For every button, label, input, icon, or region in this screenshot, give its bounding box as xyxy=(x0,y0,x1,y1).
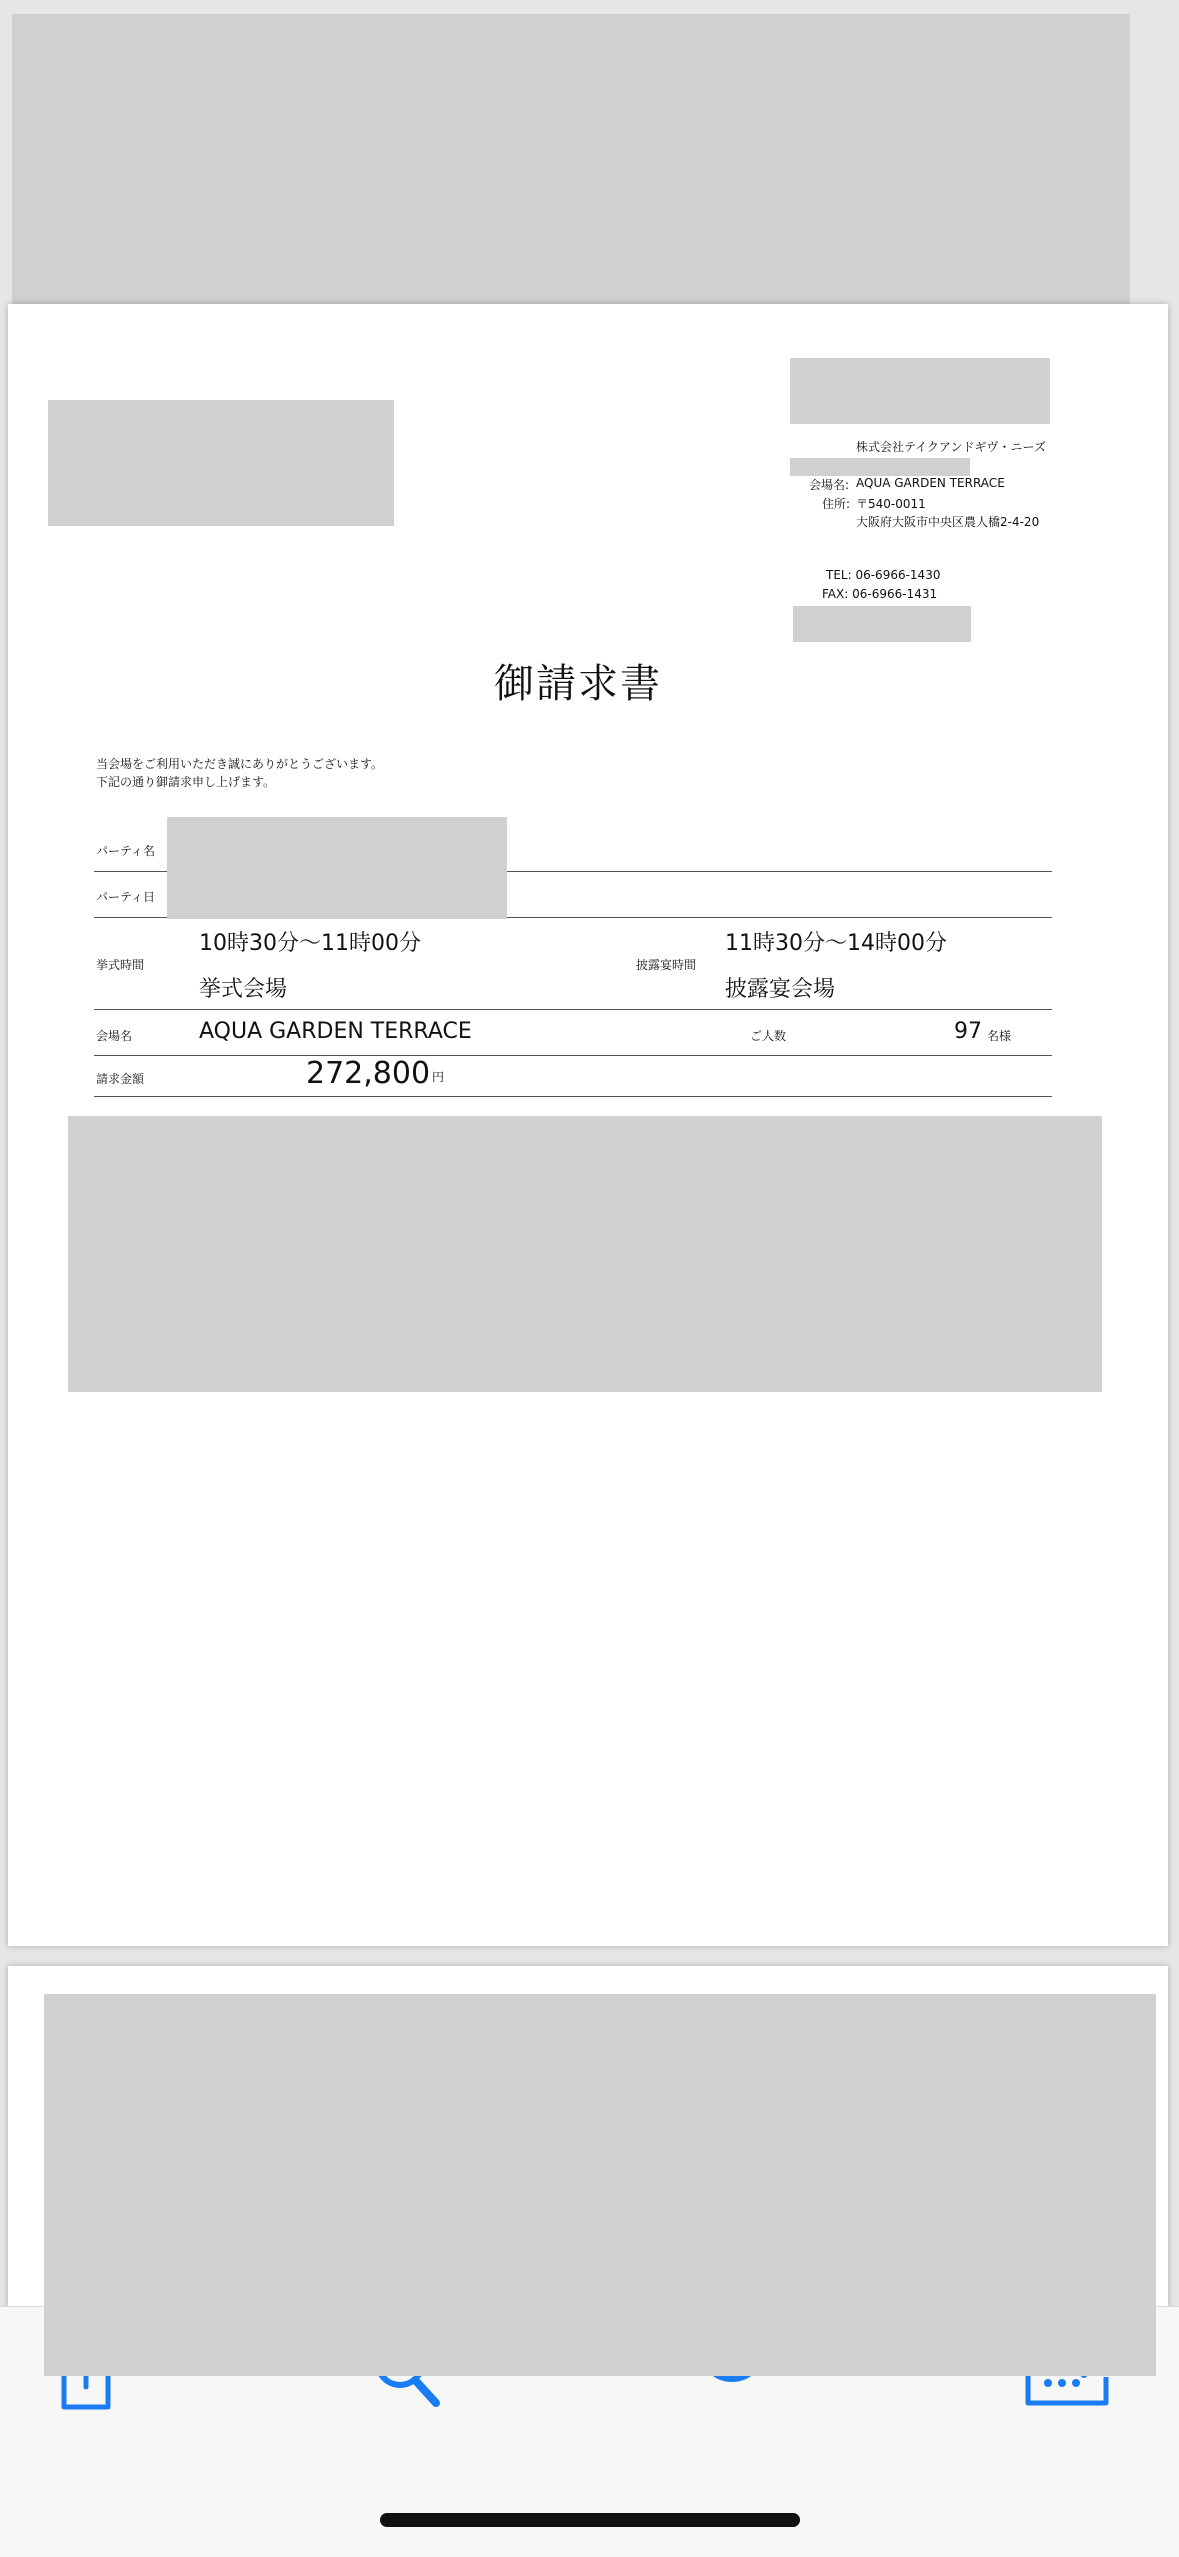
guests-value: 97 xyxy=(954,1019,982,1044)
greeting-line-2: 下記の通り御請求申し上げます。 xyxy=(96,775,276,789)
address-label: 住所: xyxy=(822,497,851,511)
document-page xyxy=(8,304,1168,1946)
venue-field-value: AQUA GARDEN TERRACE xyxy=(199,1019,472,1044)
redacted-details-table xyxy=(68,1116,1102,1392)
reception-time: 11時30分〜14時00分 xyxy=(725,931,947,956)
redacted-company-info xyxy=(790,458,970,476)
postal-code: 〒540-0011 xyxy=(856,497,926,511)
amount-unit: 円 xyxy=(432,1070,445,1084)
venue-field-label: 会場名 xyxy=(96,1029,133,1043)
divider xyxy=(94,1009,1052,1010)
reception-time-label: 披露宴時間 xyxy=(636,958,697,972)
guests-unit: 名様 xyxy=(987,1029,1012,1043)
redacted-contact-info xyxy=(793,606,971,642)
company-name: 株式会社テイクアンドギヴ・ニーズ xyxy=(856,440,1046,454)
document-title: 御請求書 xyxy=(494,661,662,707)
amount-label: 請求金額 xyxy=(96,1072,145,1086)
redacted-previous-page xyxy=(12,14,1130,304)
address: 大阪府大阪市中央区農人橋2-4-20 xyxy=(856,515,1040,529)
redacted-logo xyxy=(48,400,394,526)
guests-label: ご人数 xyxy=(750,1029,787,1043)
redacted-company-logo xyxy=(790,358,1050,424)
greeting-line-1: 当会場をご利用いただき誠にありがとうございます。 xyxy=(96,757,384,771)
reception-venue: 披露宴会場 xyxy=(725,977,836,1002)
tel: TEL: 06-6966-1430 xyxy=(826,568,941,582)
ceremony-venue: 挙式会場 xyxy=(199,977,288,1002)
venue-name: AQUA GARDEN TERRACE xyxy=(856,476,1005,490)
redacted-party-details xyxy=(167,817,507,919)
ceremony-time: 10時30分〜11時00分 xyxy=(199,931,421,956)
divider xyxy=(94,1055,1052,1056)
party-name-label: パーティ名 xyxy=(96,844,156,858)
venue-label: 会場名: xyxy=(809,478,850,492)
party-date-label: パーティ日 xyxy=(96,890,156,904)
redacted-next-page-content xyxy=(44,1994,1156,2376)
amount-value: 272,800 xyxy=(306,1056,431,1091)
fax: FAX: 06-6966-1431 xyxy=(822,587,938,601)
divider xyxy=(94,1096,1052,1097)
home-indicator[interactable] xyxy=(380,2513,800,2527)
ceremony-time-label: 挙式時間 xyxy=(96,958,145,972)
